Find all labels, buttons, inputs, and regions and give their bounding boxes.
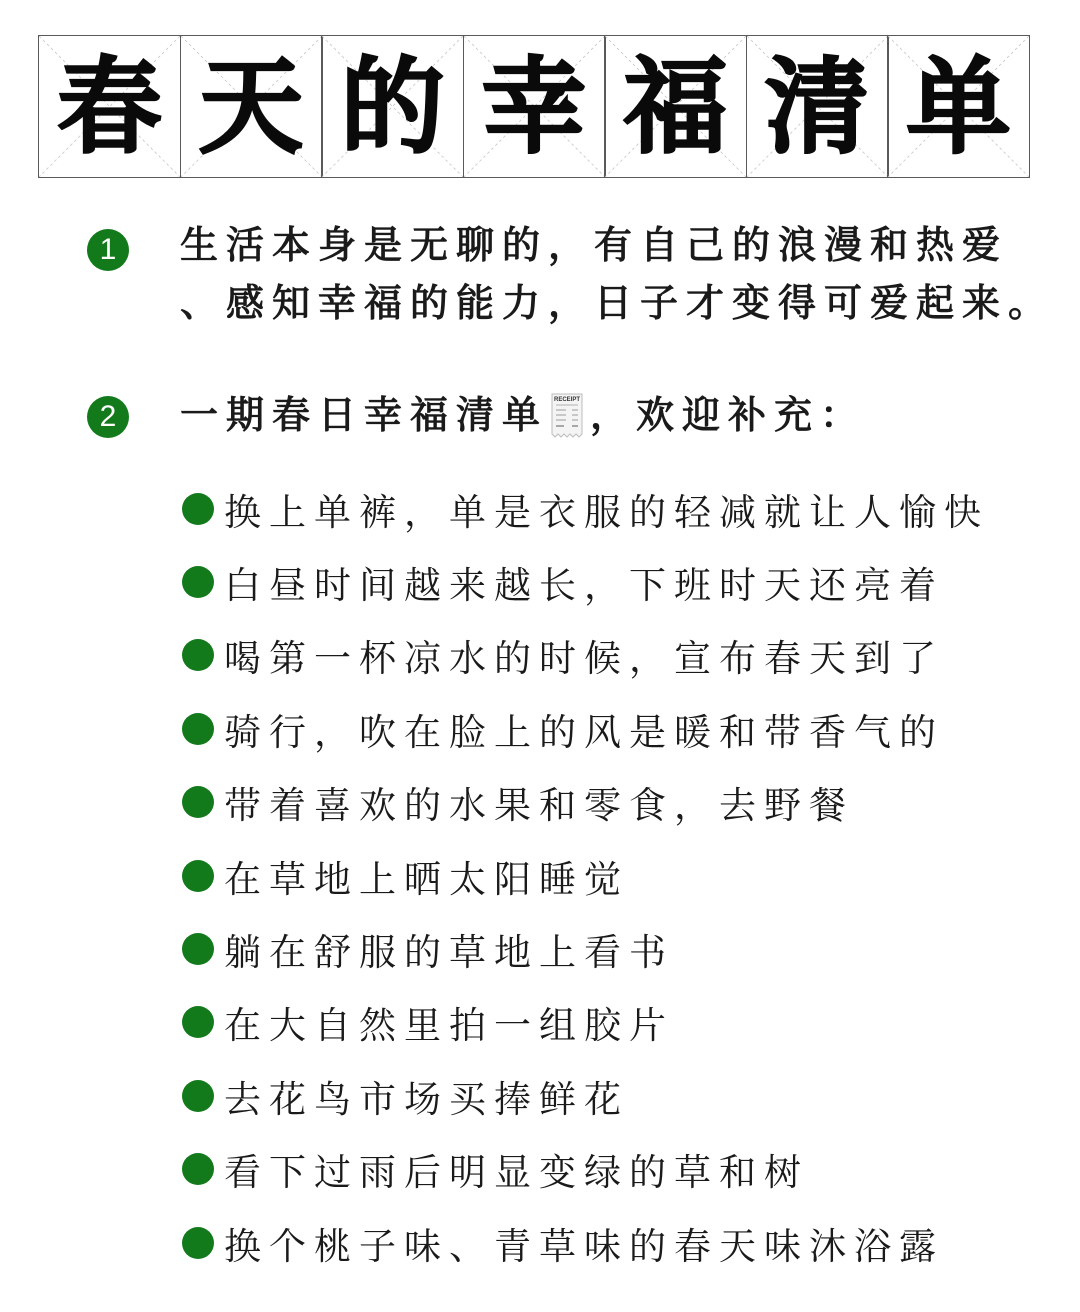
- bullet-dot-icon: [182, 786, 214, 818]
- happiness-list: [182, 472, 989, 1279]
- intro-paragraph: [180, 216, 1055, 332]
- list-heading-text: ，欢迎补充：: [590, 393, 867, 437]
- list-heading: [180, 386, 866, 444]
- list-item: [182, 692, 989, 765]
- title-char: 的: [340, 45, 445, 168]
- bullet-dot-icon: [182, 566, 214, 598]
- number-badge-1: 1: [87, 229, 129, 271]
- list-item-text: 换上单裤，单是衣服的轻减就让人愉快: [224, 490, 989, 534]
- list-item: [182, 766, 989, 839]
- number-badge-2: 2: [87, 396, 129, 438]
- list-item-text: 看下过雨后明显变绿的草和树: [224, 1151, 809, 1195]
- receipt-icon: [550, 392, 584, 438]
- list-item: [182, 912, 989, 985]
- list-item: [182, 839, 989, 912]
- bullet-dot-icon: [182, 1006, 214, 1038]
- list-item: [182, 619, 989, 692]
- list-item-text: 白昼时间越来越长，下班时天还亮着: [224, 564, 944, 608]
- list-item: [182, 472, 989, 545]
- intro-line: 、感知幸福的能力，日子才变得可爱起来。: [180, 281, 1055, 325]
- list-item-text: 带着喜欢的水果和零食，去野餐: [224, 784, 854, 828]
- bullet-dot-icon: [182, 933, 214, 965]
- title-cell: [321, 35, 464, 178]
- list-item: [182, 1206, 989, 1279]
- title-cell: [887, 35, 1030, 178]
- title-char: 单: [906, 45, 1011, 168]
- bullet-dot-icon: [182, 639, 214, 671]
- intro-line: 生活本身是无聊的，有自己的浪漫和热爱: [180, 223, 1009, 267]
- title-char: 天: [198, 45, 303, 168]
- list-item-text: 在草地上晒太阳睡觉: [224, 857, 629, 901]
- list-item-text: 喝第一杯凉水的时候，宣布春天到了: [224, 637, 944, 681]
- list-heading-text: 一期春日幸福清单: [180, 393, 549, 437]
- list-item-text: 在大自然里拍一组胶片: [224, 1004, 674, 1048]
- title-char: 福: [623, 45, 728, 168]
- list-item: [182, 1133, 989, 1206]
- list-item: [182, 986, 989, 1059]
- bullet-dot-icon: [182, 860, 214, 892]
- bullet-dot-icon: [182, 493, 214, 525]
- bullet-dot-icon: [182, 1153, 214, 1185]
- title-char: 幸: [481, 45, 586, 168]
- list-item-text: 骑行，吹在脸上的风是暖和带香气的: [224, 710, 944, 754]
- title-cell: [180, 35, 323, 178]
- title-cell: [463, 35, 606, 178]
- list-item: [182, 1059, 989, 1132]
- title-cell: [604, 35, 747, 178]
- receipt-label: RECEIPT: [554, 397, 581, 403]
- title-grid: [38, 35, 1038, 178]
- list-item: [182, 545, 989, 618]
- title-char: 春: [57, 45, 162, 168]
- list-item-text: 躺在舒服的草地上看书: [224, 931, 674, 975]
- title-cell: [746, 35, 889, 178]
- bullet-dot-icon: [182, 1080, 214, 1112]
- list-item-text: 去花鸟市场买捧鲜花: [224, 1077, 629, 1121]
- title-char: 清: [764, 45, 869, 168]
- list-item-text: 换个桃子味、青草味的春天味沐浴露: [224, 1224, 944, 1268]
- title-cell: [38, 35, 181, 178]
- bullet-dot-icon: [182, 1227, 214, 1259]
- bullet-dot-icon: [182, 713, 214, 745]
